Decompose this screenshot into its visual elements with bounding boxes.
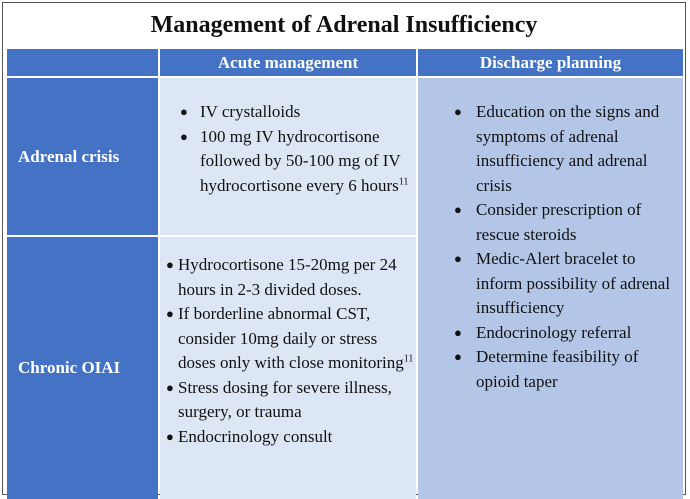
list-item [164, 376, 414, 425]
bullet-icon: ● [454, 202, 462, 217]
list-item-text: Education on the signs and symptoms of adrenal insufficiency and adrenal crisis [476, 102, 660, 195]
list-item-text: If borderline abnormal CST, consider 10mg daily or stress doses only with close monitoring [178, 304, 404, 372]
bullet-icon: ● [454, 324, 462, 340]
list-item-text: Stress dosing for severe illness, surgery, or trauma [178, 377, 392, 421]
table-title: Management of Adrenal Insufficiency [150, 11, 538, 38]
bullet-icon: ● [166, 257, 174, 272]
list-item-text: Determine feasibility of opioid taper [476, 347, 639, 391]
list-item [164, 302, 414, 376]
acute-cell-chronic-oiai [160, 237, 416, 499]
list-item-text: Medic-Alert bracelet to inform possibility of adrenal insufficiency [476, 249, 671, 317]
list-item-text: Hydrocortisone 15-20mg per 24 hours in 2-3 divided doses. [178, 255, 397, 299]
discharge-list [428, 100, 681, 394]
header-acute-management: Acute management [217, 52, 359, 72]
acute-cell-adrenal-crisis [160, 78, 416, 235]
reference-superscript: 11 [398, 175, 409, 187]
bullet-icon: ● [454, 251, 462, 266]
list-item-text: Endocrinology referral [476, 322, 632, 342]
list-item [170, 125, 410, 199]
header-blank-cell [7, 49, 158, 76]
bullet-icon: ● [180, 104, 188, 119]
header-discharge-planning: Discharge planning [479, 52, 622, 72]
list-item [428, 198, 681, 247]
acute-list-adrenal-crisis [170, 100, 410, 198]
bullet-icon: ● [454, 104, 462, 119]
list-item [170, 100, 410, 125]
row-label-adrenal-crisis: Adrenal crisis [7, 78, 158, 235]
list-item [428, 100, 681, 198]
acute-list-chronic-oiai [164, 253, 414, 449]
list-item-text: 100 mg IV hydrocortisone followed by 50-100 mg of IV hydrocortisone every 6 hours [200, 126, 401, 195]
list-item-text: Endocrinology consult [178, 426, 333, 446]
bullet-icon: ● [180, 128, 188, 144]
list-item [164, 253, 414, 302]
reference-superscript: 11 [403, 353, 414, 365]
bullet-icon: ● [166, 379, 174, 395]
discharge-cell [418, 78, 683, 499]
bullet-icon: ● [166, 306, 174, 321]
header-row [7, 49, 683, 76]
list-item [428, 345, 681, 394]
list-item-text: IV crystalloids [200, 102, 301, 121]
table-frame [2, 2, 686, 495]
list-item [428, 247, 681, 321]
list-item-text: Consider prescription of rescue steroids [476, 200, 642, 244]
bullet-icon: ● [454, 349, 462, 364]
list-item [164, 425, 414, 450]
list-item [428, 321, 681, 346]
bullet-icon: ● [166, 428, 174, 444]
row-label-chronic-oiai: Chronic OIAI [7, 237, 158, 499]
